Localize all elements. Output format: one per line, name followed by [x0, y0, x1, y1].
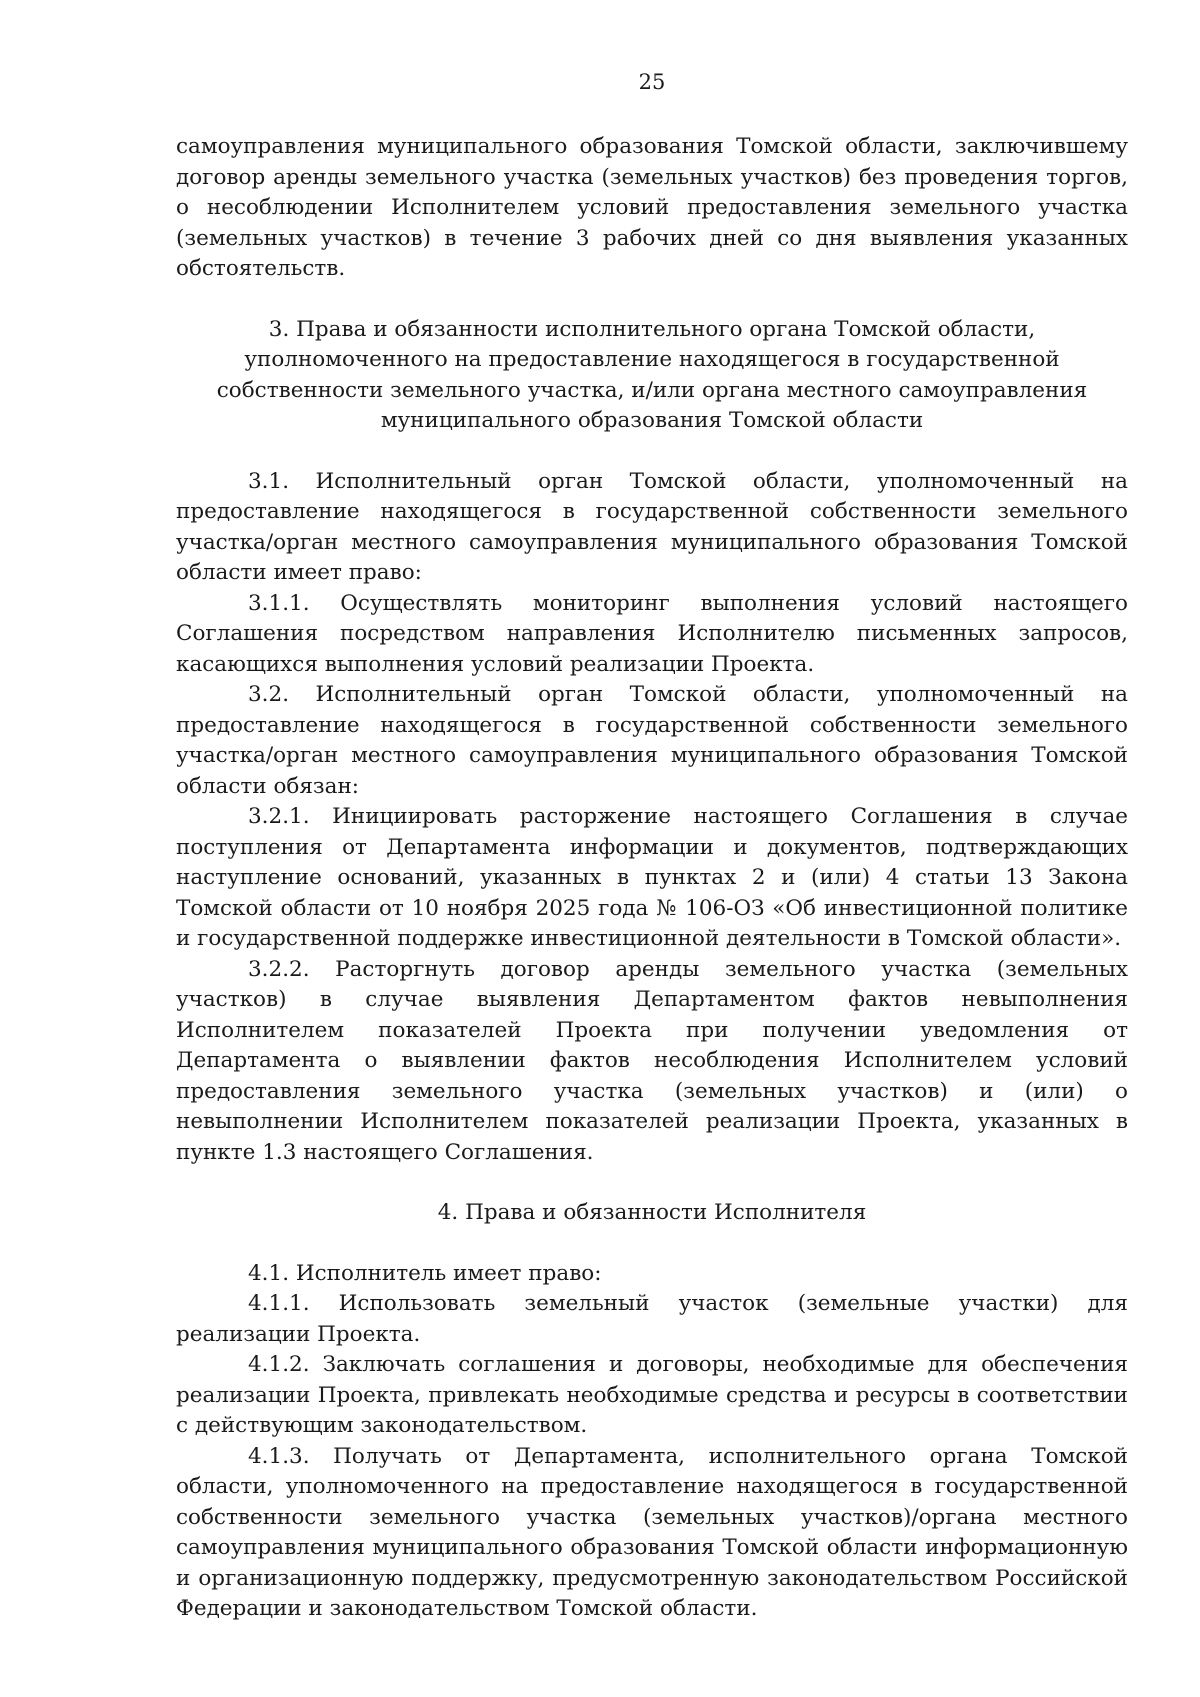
clause-3-1: 3.1. Исполнительный орган Томской области, уполномоченный на предоставление находящегося в государственной собственности земельного участка/орган местного самоуправления муниципального образования Томской области имеет право:: [176, 468, 1128, 585]
clause-3-2-2: 3.2.2. Расторгнуть договор аренды земельного участка (земельных участков) в случае выявления Департаментом фактов невыполнения Исполнителем показателей Проекта при получении уведомления от Департамента о выявлении фактов несоблюдения Исполнителем условий предоставления земельного участка (земельных участков) и (или) о невыполнении Исполнителем показателей реализации Проекта, указанных в пункте 1.3 настоящего Соглашения.: [176, 956, 1128, 1165]
clause-3-2-1: 3.2.1. Инициировать расторжение настоящего Соглашения в случае поступления от Департамента информации и документов, подтверждающих наступление оснований, указанных в пунктах 2 и (или) 4 статьи 13 Закона Томской области от 10 ноября 2025 года № 106-ОЗ «Об инвестиционной политике и государственной поддержке инвестиционной деятельности в Томской области».: [176, 804, 1128, 951]
section-3-heading-line-3: собственности земельного участка, и/или органа местного самоуправления: [216, 377, 1088, 403]
clause-4-1-1: 4.1.1. Использовать земельный участок (земельные участки) для реализации Проекта.: [176, 1291, 1128, 1347]
paragraph-intro: самоуправления муниципального образования Томской области, заключившему договор аренды земельного участка (земельных участков) без проведения торгов, о несоблюдении Исполнителем условий предоставления земельного участка (земельных участков) в течение 3 рабочих дней со дня выявления указанных обстоятельств.: [176, 134, 1128, 281]
document-page: [176, 68, 1128, 1625]
clause-4-1-2: 4.1.2. Заключать соглашения и договоры, необходимые для обеспечения реализации Проекта, привлекать необходимые средства и ресурсы в соответствии с действующим законодательством.: [176, 1352, 1128, 1438]
clause-3-1-1: 3.1.1. Осуществлять мониторинг выполнения условий настоящего Соглашения посредством направления Исполнителю письменных запросов, касающихся выполнения условий реализации Проекта.: [176, 590, 1128, 677]
clause-4-1-3: 4.1.3. Получать от Департамента, исполнительного органа Томской области, уполномоченного на предоставление находящегося в государственной собственности земельного участка (земельных участков)/органа местного самоуправления муниципального образования Томской области информационную и организационную поддержку, предусмотренную законодательством Российской Федерации и законодательством Томской области.: [176, 1443, 1128, 1621]
page-number: 25: [638, 70, 666, 94]
section-3-heading-line-1: 3. Права и обязанности исполнительного органа Томской области,: [268, 316, 1036, 342]
clause-4-1: 4.1. Исполнитель имеет право:: [248, 1260, 602, 1286]
section-3-heading-line-4: муниципального образования Томской области: [380, 408, 924, 433]
section-4-heading: 4. Права и обязанности Исполнителя: [437, 1200, 867, 1225]
section-3-heading-line-2: уполномоченного на предоставление находящегося в государственной: [244, 347, 1060, 372]
clause-3-2: 3.2. Исполнительный орган Томской области, уполномоченный на предоставление находящегося в государственной собственности земельного участка/орган местного самоуправления муниципального образования Томской области обязан:: [176, 682, 1128, 799]
